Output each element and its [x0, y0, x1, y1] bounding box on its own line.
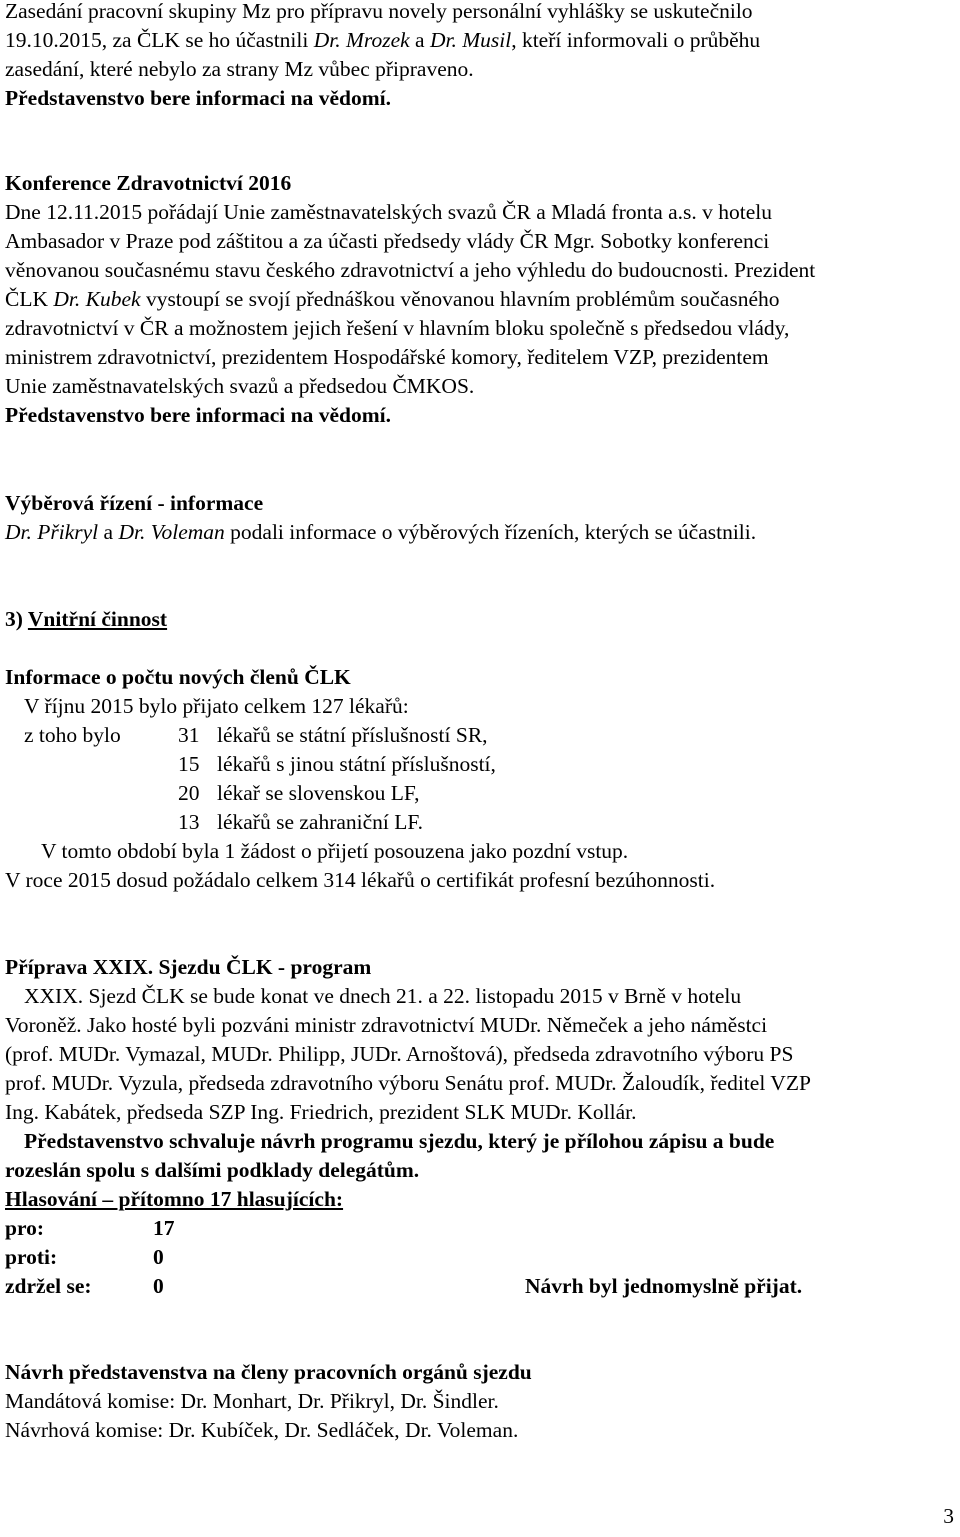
- paragraph-line: XXIX. Sjezd ČLK se bude konat ve dnech 21. a 22. listopadu 2015 v Brně v hotelu: [24, 984, 742, 1008]
- vote-zdrzel-label: zdržel se:: [5, 1274, 92, 1298]
- section-heading: Výběrová řízení - informace: [5, 491, 264, 515]
- person-name: Dr. Voleman: [118, 520, 225, 544]
- paragraph-line: Zasedání pracovní skupiny Mz pro přípravu novely personální vyhlášky se uskutečnilo: [5, 0, 753, 23]
- person-name: Dr. Kubek: [53, 287, 141, 311]
- section-heading: Informace o počtu nových členů ČLK: [5, 665, 351, 689]
- list-item-num: 31: [178, 723, 200, 747]
- paragraph-line: ministrem zdravotnictví, prezidentem Hospodářské komory, ředitelem VZP, prezidentem: [5, 345, 769, 369]
- list-item-num: 13: [178, 810, 200, 834]
- list-item-num: 20: [178, 781, 200, 805]
- list-item-text: lékař se slovenskou LF,: [217, 781, 420, 805]
- internal-activity-section: [5, 605, 955, 905]
- paragraph-line: zdravotnictví v ČR a možnostem jejich řešení v hlavním bloku společně s předsedou vlády,: [5, 316, 790, 340]
- paragraph-line: Unie zaměstnavatelských svazů a předsedou ČMKOS.: [5, 374, 475, 398]
- paragraph-line: Voroněž. Jako hosté byli pozváni ministr zdravotnictví MUDr. Němeček a jeho náměstci: [5, 1013, 768, 1037]
- paragraph-line: Návrhová komise: Dr. Kubíček, Dr. Sedláček, Dr. Voleman.: [5, 1418, 519, 1442]
- paragraph-line: (prof. MUDr. Vymazal, MUDr. Philipp, JUDr. Arnoštová), předseda zdravotního výboru PS: [5, 1042, 794, 1066]
- paragraph-line: Mandátová komise: Dr. Monhart, Dr. Přikryl, Dr. Šindler.: [5, 1389, 499, 1413]
- working-bodies-section: [5, 1358, 955, 1445]
- conference-section: [5, 169, 955, 430]
- vote-pro-label: pro:: [5, 1216, 45, 1240]
- vote-proti-label: proti:: [5, 1245, 58, 1269]
- paragraph-line: věnovanou současnému stavu českého zdravotnictví a jeho výhledu do budoucnosti. Prezident: [5, 258, 816, 282]
- person-name: Dr. Přikryl: [5, 520, 99, 544]
- paragraph-line: prof. MUDr. Vyzula, předseda zdravotního výboru Senátu prof. MUDr. Žaloudík, ředitel VZP: [5, 1071, 811, 1095]
- vote-heading: Hlasování – přítomno 17 hlasujících:: [5, 1187, 344, 1211]
- person-name: Dr. Mrozek: [313, 28, 410, 52]
- chapter-heading: 3) Vnitřní činnost: [5, 607, 168, 631]
- section-heading: Návrh představenstva na členy pracovních orgánů sjezdu: [5, 1360, 532, 1384]
- paragraph-line: V říjnu 2015 bylo přijato celkem 127 lékařů:: [24, 694, 409, 718]
- paragraph-line: 19.10.2015, za ČLK se ho účastnili Dr. Mrozek a Dr. Musil, kteří informovali o průběhu: [5, 28, 761, 52]
- vote-proti-value: 0: [153, 1245, 164, 1269]
- list-lead: z toho bylo: [24, 723, 121, 747]
- vote-result: Návrh byl jednomyslně přijat.: [525, 1274, 803, 1298]
- vote-pro-value: 17: [153, 1216, 175, 1240]
- section-heading: Konference Zdravotnictví 2016: [5, 171, 292, 195]
- vote-zdrzel-value: 0: [153, 1274, 164, 1298]
- section-heading: Příprava XXIX. Sjezdu ČLK - program: [5, 955, 372, 979]
- decision-text: Představenstvo bere informaci na vědomí.: [5, 86, 391, 110]
- list-item-text: lékařů se státní příslušností SR,: [217, 723, 488, 747]
- list-item-text: lékařů s jinou státní příslušností,: [217, 752, 496, 776]
- decision-text: Představenstvo bere informaci na vědomí.: [5, 403, 391, 427]
- paragraph-line: V roce 2015 dosud požádalo celkem 314 lékařů o certifikát profesní bezúhonnosti.: [5, 868, 716, 892]
- working-group-section: [5, 0, 955, 113]
- paragraph-line: zasedání, které nebylo za strany Mz vůbec připraveno.: [5, 57, 474, 81]
- paragraph-line: Ing. Kabátek, předseda SZP Ing. Friedrich, prezident SLK MUDr. Kollár.: [5, 1100, 637, 1124]
- list-item-num: 15: [178, 752, 200, 776]
- paragraph-line: Dr. Přikryl a Dr. Voleman podali informace o výběrových řízeních, kterých se účastnili.: [5, 520, 757, 544]
- decision-text: Představenstvo schvaluje návrh programu sjezdu, který je přílohou zápisu a bude: [24, 1129, 775, 1153]
- paragraph-line: Dne 12.11.2015 pořádají Unie zaměstnavatelských svazů ČR a Mladá fronta a.s. v hotelu: [5, 200, 773, 224]
- decision-text: rozeslán spolu s dalšími podklady delegátům.: [5, 1158, 420, 1182]
- tenders-section: [5, 489, 955, 547]
- paragraph-line: ČLK Dr. Kubek vystoupí se svojí přednáškou věnovanou hlavním problémům současného: [5, 287, 780, 311]
- congress-section: [5, 953, 955, 1298]
- paragraph-line: Ambasador v Praze pod záštitou a za účasti předsedy vlády ČR Mgr. Sobotky konferenci: [5, 229, 770, 253]
- paragraph-line: V tomto období byla 1 žádost o přijetí posouzena jako pozdní vstup.: [41, 839, 629, 863]
- list-item-text: lékařů se zahraniční LF.: [217, 810, 424, 834]
- person-name: Dr. Musil: [429, 28, 512, 52]
- page-number: 3: [943, 1504, 954, 1528]
